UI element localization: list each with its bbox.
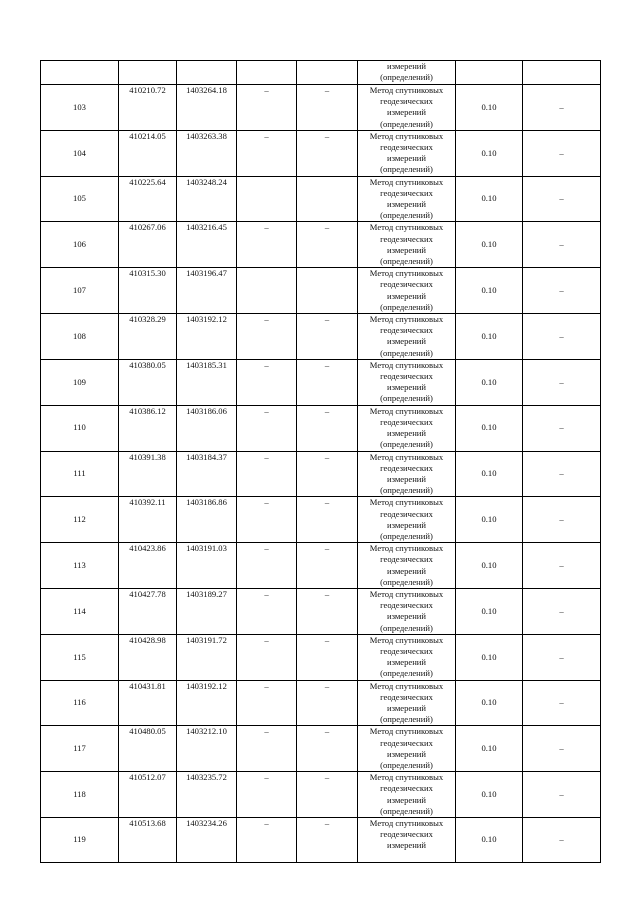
method-line: Метод спутниковых [369,818,444,828]
method-line: геодезических [380,233,433,244]
cell-point-number: 113 [41,543,119,589]
cell-col4: – [237,451,297,497]
cell-col5: – [297,314,358,360]
table-row [41,543,601,589]
cell-col4: – [237,130,297,176]
cell-accuracy: 0.10 [456,314,523,360]
method-line: Метод спутниковых [369,497,444,508]
cell-y-coordinate: 1403191.72 [177,634,237,680]
method-line: геодезических [380,508,433,519]
cell-col4: – [237,818,297,863]
table-row [41,451,601,497]
cell-point-number: 107 [41,268,119,314]
cell-last: – [523,268,601,314]
cell-method [358,314,456,360]
cell-accuracy: 0.10 [456,543,523,589]
table-row [41,314,601,360]
method-line: (определений) [380,118,433,129]
method-line: (определений) [380,439,433,450]
table-row [41,588,601,634]
method-line: измерений [386,382,427,393]
cell-method [358,61,456,85]
cell-y-coordinate: 1403216.45 [177,222,237,268]
cell-x-coordinate: 410480.05 [119,726,177,772]
cell-col4: – [237,314,297,360]
cell-accuracy: 0.10 [456,176,523,222]
cell-point-number: 106 [41,222,119,268]
cell-col5: – [297,451,358,497]
method-line: (определений) [380,347,433,358]
cell-last: – [523,634,601,680]
method-line: измерений [386,519,427,530]
method-line: геодезических [380,371,433,382]
method-line: Метод спутниковых [369,451,444,462]
cell-col5 [297,176,358,222]
method-line: Метод спутниковых [369,222,444,233]
cell-accuracy [456,61,523,85]
cell-point-number: 114 [41,588,119,634]
method-line: измерений [386,199,427,210]
cell-method [358,497,456,543]
method-line: (определений) [380,714,433,725]
cell-col4: – [237,772,297,818]
cell-accuracy: 0.10 [456,772,523,818]
cell-last: – [523,818,601,863]
cell-col4: – [237,85,297,131]
method-line: геодезических [380,783,433,794]
cell-method [358,85,456,131]
cell-last: – [523,588,601,634]
cell-y-coordinate: 1403234.26 [177,818,237,863]
cell-x-coordinate: 410427.78 [119,588,177,634]
table-row [41,268,601,314]
method-line: (определений) [380,393,433,404]
table-row [41,772,601,818]
cell-point-number: 119 [41,818,119,863]
continuation-row [41,61,601,85]
method-line: измерений [386,565,427,576]
table-row [41,222,601,268]
cell-col4: – [237,405,297,451]
cell-accuracy: 0.10 [456,405,523,451]
method-line: геодезических [380,737,433,748]
method-line: измерений [386,748,427,759]
cell-accuracy: 0.10 [456,818,523,863]
method-line: измерений [386,794,427,805]
method-line: измерений [386,611,427,622]
cell-last: – [523,543,601,589]
cell-y-coordinate: 1403185.31 [177,359,237,405]
method-line: измерений [386,61,427,71]
cell-y-coordinate: 1403184.37 [177,451,237,497]
cell-point-number: 105 [41,176,119,222]
method-line: (определений) [380,668,433,679]
cell-method [358,543,456,589]
cell-x-coordinate: 410431.81 [119,680,177,726]
method-line: измерений [386,244,427,255]
method-line: геодезических [380,279,433,290]
method-line: геодезических [380,325,433,336]
cell-y-coordinate: 1403191.03 [177,543,237,589]
cell-x-coordinate: 410386.12 [119,405,177,451]
cell-x-coordinate: 410513.68 [119,818,177,863]
method-line: геодезических [380,462,433,473]
cell-x-coordinate: 410392.11 [119,497,177,543]
cell-last: – [523,497,601,543]
cell-point-number: 116 [41,680,119,726]
method-line: (определений) [380,164,433,175]
cell-col4: – [237,222,297,268]
method-line: геодезических [380,691,433,702]
method-line: измерений [386,290,427,301]
table-row [41,680,601,726]
cell-x-coordinate: 410210.72 [119,85,177,131]
cell-col5: – [297,222,358,268]
cell-col5: – [297,405,358,451]
table-row [41,818,601,863]
cell-col4: – [237,680,297,726]
method-line: (определений) [380,530,433,541]
method-line: Метод спутниковых [369,359,444,370]
method-line: Метод спутниковых [369,726,444,737]
cell-x-coordinate: 410423.86 [119,543,177,589]
cell-col4 [237,176,297,222]
cell-accuracy: 0.10 [456,268,523,314]
cell-method [358,634,456,680]
cell-y-coordinate: 1403192.12 [177,680,237,726]
cell-y-coordinate: 1403196.47 [177,268,237,314]
method-line: Метод спутниковых [369,772,444,783]
cell-x-coordinate: 410315.30 [119,268,177,314]
cell-last: – [523,680,601,726]
method-line: геодезических [380,142,433,153]
method-line: геодезических [380,554,433,565]
method-line: (определений) [380,576,433,587]
cell-col4 [237,61,297,85]
cell-y-coordinate: 1403186.86 [177,497,237,543]
cell-method [358,405,456,451]
method-line: измерений [386,153,427,164]
cell-point-number: 115 [41,634,119,680]
cell-col4: – [237,726,297,772]
cell-last: – [523,772,601,818]
cell-point-number: 108 [41,314,119,360]
method-line: Метод спутниковых [369,130,444,141]
cell-point-number: 112 [41,497,119,543]
cell-col5: – [297,359,358,405]
method-line: (определений) [380,72,433,83]
cell-accuracy: 0.10 [456,130,523,176]
cell-col5: – [297,680,358,726]
method-line: геодезических [380,187,433,198]
method-line: геодезических [380,600,433,611]
cell-x-coordinate: 410391.38 [119,451,177,497]
cell-col4: – [237,359,297,405]
table-row [41,634,601,680]
cell-point-number: 117 [41,726,119,772]
cell-col5 [297,268,358,314]
cell-y-coordinate: 1403212.10 [177,726,237,772]
table-row [41,726,601,772]
method-line: измерений [386,336,427,347]
cell-method [358,726,456,772]
cell-last: – [523,405,601,451]
cell-x-coordinate: 410214.05 [119,130,177,176]
cell-accuracy: 0.10 [456,451,523,497]
method-line: Метод спутниковых [369,634,444,645]
cell-y-coordinate: 1403189.27 [177,588,237,634]
cell-last [523,61,601,85]
cell-col5: – [297,726,358,772]
cell-num [41,61,119,85]
cell-y [177,61,237,85]
method-line: Метод спутниковых [369,314,444,325]
method-line: (определений) [380,301,433,312]
cell-col4: – [237,543,297,589]
cell-last: – [523,451,601,497]
cell-col5: – [297,497,358,543]
method-line: измерений [386,107,427,118]
cell-col5: – [297,634,358,680]
method-line: (определений) [380,759,433,770]
cell-method [358,222,456,268]
cell-accuracy: 0.10 [456,588,523,634]
table-row [41,130,601,176]
table-row [41,497,601,543]
table-row [41,176,601,222]
cell-point-number: 109 [41,359,119,405]
method-line: (определений) [380,210,433,221]
table-row [41,405,601,451]
cell-accuracy: 0.10 [456,497,523,543]
cell-accuracy: 0.10 [456,634,523,680]
cell-col5: – [297,772,358,818]
cell-col4: – [237,588,297,634]
cell-y-coordinate: 1403264.18 [177,85,237,131]
method-line: измерений [386,428,427,439]
cell-last: – [523,222,601,268]
cell-accuracy: 0.10 [456,680,523,726]
cell-method [358,268,456,314]
cell-accuracy: 0.10 [456,359,523,405]
cell-col5: – [297,818,358,863]
cell-method [358,818,456,863]
cell-y-coordinate: 1403235.72 [177,772,237,818]
cell-accuracy: 0.10 [456,726,523,772]
method-line: Метод спутниковых [369,176,444,187]
table-body [41,61,601,863]
method-line: измерений [386,473,427,484]
cell-y-coordinate: 1403248.24 [177,176,237,222]
method-line: измерений [386,702,427,713]
method-line: Метод спутниковых [369,543,444,554]
method-line: (определений) [380,805,433,816]
method-line: Метод спутниковых [369,588,444,599]
method-line: геодезических [380,645,433,656]
cell-method [358,451,456,497]
cell-method [358,359,456,405]
cell-method [358,680,456,726]
cell-x-coordinate: 410328.29 [119,314,177,360]
cell-method [358,176,456,222]
cell-accuracy: 0.10 [456,85,523,131]
method-line: (определений) [380,622,433,633]
cell-x-coordinate: 410225.64 [119,176,177,222]
method-line: геодезических [380,416,433,427]
cell-y-coordinate: 1403192.12 [177,314,237,360]
cell-y-coordinate: 1403186.06 [177,405,237,451]
method-line: измерений [386,840,427,851]
cell-x-coordinate: 410512.07 [119,772,177,818]
cell-point-number: 103 [41,85,119,131]
cell-point-number: 110 [41,405,119,451]
method-line: Метод спутниковых [369,680,444,691]
cell-col5: – [297,85,358,131]
cell-col5: – [297,130,358,176]
method-line: геодезических [380,829,433,840]
table-row [41,359,601,405]
cell-last: – [523,130,601,176]
method-line: измерений [386,657,427,668]
cell-col5: – [297,588,358,634]
coordinates-table [40,60,601,863]
method-line: геодезических [380,96,433,107]
cell-col4: – [237,497,297,543]
cell-col5: – [297,543,358,589]
method-line: Метод спутниковых [369,85,444,95]
cell-last: – [523,314,601,360]
method-line: Метод спутниковых [369,405,444,416]
cell-method [358,588,456,634]
table-row [41,85,601,131]
method-line: Метод спутниковых [369,268,444,279]
cell-point-number: 104 [41,130,119,176]
method-line: (определений) [380,256,433,267]
cell-col5 [297,61,358,85]
cell-x-coordinate: 410380.05 [119,359,177,405]
method-line: (определений) [380,485,433,496]
cell-x [119,61,177,85]
cell-last: – [523,176,601,222]
cell-last: – [523,726,601,772]
cell-x-coordinate: 410267.06 [119,222,177,268]
cell-method [358,130,456,176]
cell-col4: – [237,634,297,680]
cell-last: – [523,85,601,131]
cell-point-number: 118 [41,772,119,818]
cell-accuracy: 0.10 [456,222,523,268]
cell-point-number: 111 [41,451,119,497]
cell-col4 [237,268,297,314]
cell-last: – [523,359,601,405]
cell-y-coordinate: 1403263.38 [177,130,237,176]
cell-x-coordinate: 410428.98 [119,634,177,680]
cell-method [358,772,456,818]
